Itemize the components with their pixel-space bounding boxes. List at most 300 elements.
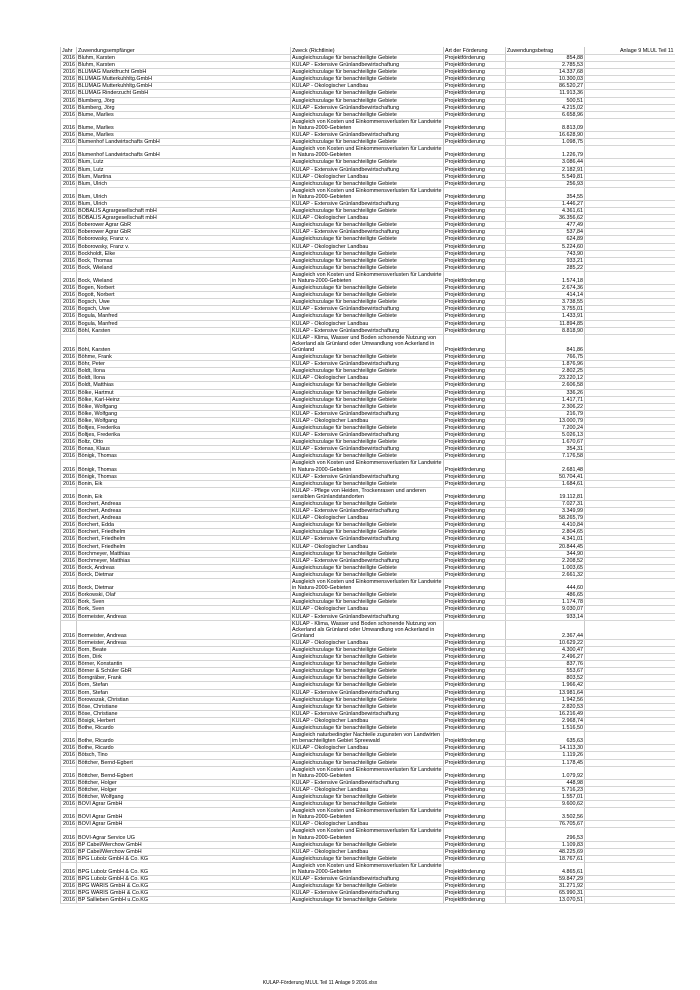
cell-recipient: BP Cabel/Werchow GmbH bbox=[77, 848, 291, 855]
cell-year: 2016 bbox=[61, 69, 77, 76]
cell-amount: 1.178,45 bbox=[506, 759, 585, 766]
cell-amount: 4.341,01 bbox=[506, 536, 585, 543]
cell-type: Projektförderung bbox=[444, 876, 506, 883]
table-body bbox=[61, 55, 675, 904]
cell-amount: 296,53 bbox=[506, 828, 585, 841]
cell-recipient: Bölke, Wolfgang bbox=[77, 410, 291, 417]
cell-recipient: Bonin, Eik bbox=[77, 480, 291, 487]
cell-empty bbox=[585, 862, 675, 875]
cell-recipient: Borck, Dietmar bbox=[77, 579, 291, 592]
cell-year: 2016 bbox=[61, 501, 77, 508]
cell-amount: 336,26 bbox=[506, 389, 585, 396]
cell-type: Projektförderung bbox=[444, 292, 506, 299]
cell-empty bbox=[585, 389, 675, 396]
cell-amount: 3.086,44 bbox=[506, 159, 585, 166]
cell-year: 2016 bbox=[61, 76, 77, 83]
cell-type: Projektförderung bbox=[444, 76, 506, 83]
cell-purpose: KULAP - Extensive Grünlandbewirtschaftung bbox=[291, 361, 444, 368]
cell-empty bbox=[585, 717, 675, 724]
cell-amount: 766,75 bbox=[506, 354, 585, 361]
cell-amount: 7.176,58 bbox=[506, 453, 585, 460]
cell-year: 2016 bbox=[61, 320, 77, 327]
cell-amount: 13.981,64 bbox=[506, 689, 585, 696]
header-annex: Anlage 9 MLUL Teil 11 bbox=[585, 47, 675, 55]
cell-year: 2016 bbox=[61, 389, 77, 396]
table-row bbox=[61, 187, 675, 200]
cell-empty bbox=[585, 897, 675, 904]
cell-amount: 4.361,61 bbox=[506, 208, 585, 215]
cell-year: 2016 bbox=[61, 159, 77, 166]
cell-amount: 3.502,56 bbox=[506, 808, 585, 821]
table-row bbox=[61, 354, 675, 361]
cell-recipient: Borngräber, Frank bbox=[77, 675, 291, 682]
cell-recipient: BP Cabel/Werchow GmbH bbox=[77, 841, 291, 848]
cell-year: 2016 bbox=[61, 460, 77, 473]
cell-empty bbox=[585, 841, 675, 848]
cell-purpose: Ausgleichszulage für benachteiligte Gebiete bbox=[291, 592, 444, 599]
table-row bbox=[61, 313, 675, 320]
cell-recipient: Bock, Wieland bbox=[77, 264, 291, 271]
cell-empty bbox=[585, 661, 675, 668]
cell-recipient: Boberower Agrar GbR bbox=[77, 222, 291, 229]
cell-type: Projektförderung bbox=[444, 361, 506, 368]
cell-empty bbox=[585, 208, 675, 215]
cell-type: Projektförderung bbox=[444, 543, 506, 550]
cell-purpose: KULAP - Ökologischer Landbau bbox=[291, 515, 444, 522]
cell-recipient: Böttcher, Holger bbox=[77, 779, 291, 786]
cell-empty bbox=[585, 793, 675, 800]
cell-type: Projektförderung bbox=[444, 55, 506, 62]
cell-purpose: Ausgleichszulage für benachteiligte Gebiete bbox=[291, 55, 444, 62]
cell-year: 2016 bbox=[61, 313, 77, 320]
cell-recipient: Bluhm, Karsten bbox=[77, 55, 291, 62]
cell-amount: 553,67 bbox=[506, 668, 585, 675]
cell-amount: 2.804,65 bbox=[506, 529, 585, 536]
cell-year: 2016 bbox=[61, 529, 77, 536]
cell-purpose: Ausgleichszulage für benachteiligte Gebiete bbox=[291, 703, 444, 710]
table-row bbox=[61, 682, 675, 689]
cell-recipient: Borck, Dietmar bbox=[77, 571, 291, 578]
table-row bbox=[61, 90, 675, 97]
cell-amount: 5.549,81 bbox=[506, 173, 585, 180]
cell-empty bbox=[585, 571, 675, 578]
cell-recipient: Böttcher, Bernd-Egbert bbox=[77, 766, 291, 779]
cell-recipient: Böhr, Peter bbox=[77, 361, 291, 368]
cell-amount: 2.367,44 bbox=[506, 620, 585, 639]
cell-purpose: Ausgleichszulage für benachteiligte Gebiete bbox=[291, 682, 444, 689]
table-row bbox=[61, 759, 675, 766]
table-row bbox=[61, 432, 675, 439]
table-row bbox=[61, 841, 675, 848]
cell-type: Projektförderung bbox=[444, 271, 506, 284]
cell-year: 2016 bbox=[61, 90, 77, 97]
cell-empty bbox=[585, 200, 675, 207]
table-row bbox=[61, 710, 675, 717]
table-row bbox=[61, 83, 675, 90]
table-row bbox=[61, 808, 675, 821]
cell-year: 2016 bbox=[61, 579, 77, 592]
cell-amount: 6.658,96 bbox=[506, 111, 585, 118]
cell-recipient: Böhl, Karsten bbox=[77, 327, 291, 334]
cell-purpose: Ausgleichszulage für benachteiligte Gebiete bbox=[291, 76, 444, 83]
cell-year: 2016 bbox=[61, 271, 77, 284]
cell-recipient: Böse, Christiane bbox=[77, 703, 291, 710]
cell-type: Projektförderung bbox=[444, 83, 506, 90]
cell-recipient: BPG Lubolz GmbH & Co. KG bbox=[77, 855, 291, 862]
cell-year: 2016 bbox=[61, 620, 77, 639]
cell-empty bbox=[585, 606, 675, 613]
table-row bbox=[61, 599, 675, 606]
table-row bbox=[61, 515, 675, 522]
table-row bbox=[61, 166, 675, 173]
cell-empty bbox=[585, 848, 675, 855]
header-purpose: Zweck (Richtlinie) bbox=[291, 47, 444, 55]
table-row bbox=[61, 208, 675, 215]
cell-year: 2016 bbox=[61, 229, 77, 236]
cell-empty bbox=[585, 146, 675, 159]
cell-type: Projektförderung bbox=[444, 250, 506, 257]
table-row bbox=[61, 639, 675, 646]
cell-year: 2016 bbox=[61, 139, 77, 146]
table-row bbox=[61, 396, 675, 403]
cell-recipient: Bogen, Norbert bbox=[77, 285, 291, 292]
cell-empty bbox=[585, 180, 675, 187]
table-row bbox=[61, 668, 675, 675]
cell-year: 2016 bbox=[61, 83, 77, 90]
cell-empty bbox=[585, 55, 675, 62]
cell-type: Projektförderung bbox=[444, 453, 506, 460]
cell-type: Projektförderung bbox=[444, 446, 506, 453]
cell-purpose: KULAP - Extensive Grünlandbewirtschaftung bbox=[291, 508, 444, 515]
table-row bbox=[61, 786, 675, 793]
cell-year: 2016 bbox=[61, 571, 77, 578]
cell-purpose: KULAP - Ökologischer Landbau bbox=[291, 320, 444, 327]
table-row bbox=[61, 890, 675, 897]
cell-purpose: Ausgleich von Kosten und Einkommensverlusten für Landwirte in Natura-2000-Gebieten bbox=[292, 766, 442, 779]
cell-year: 2016 bbox=[61, 453, 77, 460]
table-row bbox=[61, 146, 675, 159]
cell-year: 2016 bbox=[61, 334, 77, 353]
cell-amount: 10.300,03 bbox=[506, 76, 585, 83]
cell-empty bbox=[585, 215, 675, 222]
cell-year: 2016 bbox=[61, 557, 77, 564]
cell-purpose: Ausgleichszulage für benachteiligte Gebiete bbox=[291, 396, 444, 403]
cell-recipient: Bogsch, Uwe bbox=[77, 299, 291, 306]
cell-type: Projektförderung bbox=[444, 522, 506, 529]
table-row bbox=[61, 508, 675, 515]
cell-year: 2016 bbox=[61, 173, 77, 180]
cell-purpose: Ausgleichszulage für benachteiligte Gebiete bbox=[291, 883, 444, 890]
cell-recipient: Blum, Lutz bbox=[77, 159, 291, 166]
cell-type: Projektförderung bbox=[444, 613, 506, 620]
cell-purpose: Ausgleich von Kosten und Einkommensverlusten für Landwirte in Natura-2000-Gebieten bbox=[292, 460, 442, 473]
cell-purpose: KULAP - Ökologischer Landbau bbox=[291, 83, 444, 90]
cell-empty bbox=[585, 613, 675, 620]
cell-year: 2016 bbox=[61, 883, 77, 890]
table-row bbox=[61, 501, 675, 508]
cell-empty bbox=[585, 675, 675, 682]
cell-purpose: Ausgleichszulage für benachteiligte Gebiete bbox=[291, 453, 444, 460]
cell-type: Projektförderung bbox=[444, 529, 506, 536]
cell-empty bbox=[585, 327, 675, 334]
cell-purpose: KULAP - Pflege von Heiden, Trockenrasen und anderen sensiblen Grünlandstandorten bbox=[291, 487, 444, 500]
cell-purpose: Ausgleichszulage für benachteiligte Gebiete bbox=[291, 250, 444, 257]
cell-year: 2016 bbox=[61, 480, 77, 487]
cell-purpose: KULAP - Ökologischer Landbau bbox=[291, 639, 444, 646]
cell-type: Projektförderung bbox=[444, 682, 506, 689]
table-row bbox=[61, 327, 675, 334]
cell-empty bbox=[585, 97, 675, 104]
cell-purpose: KULAP - Extensive Grünlandbewirtschaftung bbox=[291, 890, 444, 897]
cell-purpose: KULAP - Extensive Grünlandbewirtschaftung bbox=[291, 613, 444, 620]
cell-empty bbox=[585, 69, 675, 76]
cell-empty bbox=[585, 313, 675, 320]
cell-purpose: Ausgleichszulage für benachteiligte Gebiete bbox=[291, 299, 444, 306]
cell-amount: 1.433,91 bbox=[506, 313, 585, 320]
cell-amount: 2.802,25 bbox=[506, 368, 585, 375]
cell-amount: 4.410,84 bbox=[506, 522, 585, 529]
cell-empty bbox=[585, 501, 675, 508]
cell-year: 2016 bbox=[61, 890, 77, 897]
cell-year: 2016 bbox=[61, 118, 77, 131]
cell-purpose: Ausgleichszulage für benachteiligte Gebiete bbox=[291, 382, 444, 389]
cell-amount: 11.913,36 bbox=[506, 90, 585, 97]
cell-recipient: Bötsch, Tino bbox=[77, 752, 291, 759]
cell-purpose: KULAP - Extensive Grünlandbewirtschaftung bbox=[291, 229, 444, 236]
cell-type: Projektförderung bbox=[444, 480, 506, 487]
cell-year: 2016 bbox=[61, 264, 77, 271]
table-row bbox=[61, 257, 675, 264]
cell-purpose: KULAP - Extensive Grünlandbewirtschaftung bbox=[291, 104, 444, 111]
table-row bbox=[61, 876, 675, 883]
cell-type: Projektförderung bbox=[444, 432, 506, 439]
table-row bbox=[61, 821, 675, 828]
cell-amount: 1.684,61 bbox=[506, 480, 585, 487]
cell-type: Projektförderung bbox=[444, 200, 506, 207]
cell-amount: 14.113,30 bbox=[506, 745, 585, 752]
table-row bbox=[61, 689, 675, 696]
cell-empty bbox=[585, 855, 675, 862]
cell-type: Projektförderung bbox=[444, 661, 506, 668]
cell-empty bbox=[585, 883, 675, 890]
cell-amount: 20.844,45 bbox=[506, 543, 585, 550]
cell-amount: 59.847,29 bbox=[506, 876, 585, 883]
table-row bbox=[61, 375, 675, 382]
cell-recipient: BPG Lubolz GmbH & Co. KG bbox=[77, 862, 291, 875]
cell-recipient: BPG WARIS GmbH & Co.KG bbox=[77, 890, 291, 897]
cell-year: 2016 bbox=[61, 613, 77, 620]
cell-amount: 2.820,53 bbox=[506, 703, 585, 710]
cell-year: 2016 bbox=[61, 354, 77, 361]
cell-recipient: Born, Stefan bbox=[77, 682, 291, 689]
cell-recipient: Borchert, Andreas bbox=[77, 515, 291, 522]
cell-year: 2016 bbox=[61, 689, 77, 696]
cell-amount: 58.265,79 bbox=[506, 515, 585, 522]
cell-type: Projektförderung bbox=[444, 855, 506, 862]
cell-type: Projektförderung bbox=[444, 732, 506, 745]
cell-empty bbox=[585, 508, 675, 515]
table-row bbox=[61, 732, 675, 745]
table-row bbox=[61, 536, 675, 543]
cell-empty bbox=[585, 821, 675, 828]
cell-year: 2016 bbox=[61, 132, 77, 139]
cell-empty bbox=[585, 292, 675, 299]
cell-recipient: Boborowsky, Franz v. bbox=[77, 243, 291, 250]
cell-type: Projektförderung bbox=[444, 689, 506, 696]
cell-amount: 1.942,56 bbox=[506, 696, 585, 703]
cell-empty bbox=[585, 306, 675, 313]
cell-amount: 14.337,68 bbox=[506, 69, 585, 76]
table-row bbox=[61, 403, 675, 410]
table-row bbox=[61, 159, 675, 166]
table-row bbox=[61, 529, 675, 536]
table-row bbox=[61, 848, 675, 855]
cell-type: Projektförderung bbox=[444, 382, 506, 389]
cell-year: 2016 bbox=[61, 732, 77, 745]
cell-recipient: Bormeister, Andreas bbox=[77, 620, 291, 639]
table-row bbox=[61, 745, 675, 752]
header-amount: Zuwendungsbetrag bbox=[506, 47, 585, 55]
cell-year: 2016 bbox=[61, 361, 77, 368]
cell-empty bbox=[585, 696, 675, 703]
cell-year: 2016 bbox=[61, 841, 77, 848]
cell-year: 2016 bbox=[61, 146, 77, 159]
table-row bbox=[61, 292, 675, 299]
cell-empty bbox=[585, 689, 675, 696]
cell-amount: 1.574,18 bbox=[506, 271, 585, 284]
cell-empty bbox=[585, 285, 675, 292]
cell-type: Projektförderung bbox=[444, 90, 506, 97]
table-row bbox=[61, 725, 675, 732]
table-row bbox=[61, 299, 675, 306]
cell-recipient: Böse, Christiane bbox=[77, 710, 291, 717]
cell-recipient: Bösigk, Herbert bbox=[77, 717, 291, 724]
header-recipient: Zuwendungsempfänger bbox=[77, 47, 291, 55]
cell-type: Projektförderung bbox=[444, 766, 506, 779]
cell-amount: 354,55 bbox=[506, 187, 585, 200]
cell-year: 2016 bbox=[61, 786, 77, 793]
cell-amount: 13.000,79 bbox=[506, 417, 585, 424]
cell-type: Projektförderung bbox=[444, 320, 506, 327]
cell-purpose: Ausgleichszulage für benachteiligte Gebiete bbox=[291, 571, 444, 578]
cell-amount: 2.606,58 bbox=[506, 382, 585, 389]
cell-recipient: Borchert, Andreas bbox=[77, 508, 291, 515]
table-row bbox=[61, 654, 675, 661]
cell-recipient: Börner, Konstantin bbox=[77, 661, 291, 668]
cell-year: 2016 bbox=[61, 375, 77, 382]
cell-type: Projektförderung bbox=[444, 62, 506, 69]
cell-recipient: Borck, Andreas bbox=[77, 564, 291, 571]
cell-year: 2016 bbox=[61, 111, 77, 118]
cell-amount: 933,21 bbox=[506, 257, 585, 264]
cell-type: Projektförderung bbox=[444, 883, 506, 890]
cell-purpose: Ausgleichszulage für benachteiligte Gebiete bbox=[291, 668, 444, 675]
cell-year: 2016 bbox=[61, 292, 77, 299]
cell-empty bbox=[585, 703, 675, 710]
cell-recipient: Borchert, Friedhelm bbox=[77, 543, 291, 550]
cell-year: 2016 bbox=[61, 243, 77, 250]
cell-recipient: Bölke, Karl-Heinz bbox=[77, 396, 291, 403]
cell-type: Projektförderung bbox=[444, 717, 506, 724]
cell-amount: 36.356,62 bbox=[506, 215, 585, 222]
cell-empty bbox=[585, 550, 675, 557]
table-row bbox=[61, 382, 675, 389]
cell-purpose: Ausgleichszulage für benachteiligte Gebiete bbox=[291, 752, 444, 759]
cell-purpose: Ausgleichszulage für benachteiligte Gebiete bbox=[291, 647, 444, 654]
cell-recipient: Bönigk, Thomas bbox=[77, 473, 291, 480]
cell-empty bbox=[585, 446, 675, 453]
table-row bbox=[61, 675, 675, 682]
cell-type: Projektförderung bbox=[444, 828, 506, 841]
cell-purpose: Ausgleichszulage für benachteiligte Gebiete bbox=[291, 696, 444, 703]
cell-amount: 10.629,22 bbox=[506, 639, 585, 646]
cell-empty bbox=[585, 890, 675, 897]
cell-recipient: Blum, Ulrich bbox=[77, 180, 291, 187]
cell-purpose: KULAP - Ökologischer Landbau bbox=[291, 173, 444, 180]
cell-empty bbox=[585, 439, 675, 446]
cell-year: 2016 bbox=[61, 215, 77, 222]
cell-purpose: Ausgleichszulage für benachteiligte Gebiete bbox=[291, 354, 444, 361]
cell-amount: 3.738,55 bbox=[506, 299, 585, 306]
cell-purpose: Ausgleichszulage für benachteiligte Gebiete bbox=[291, 389, 444, 396]
cell-year: 2016 bbox=[61, 876, 77, 883]
cell-amount: 8.813,09 bbox=[506, 118, 585, 131]
cell-type: Projektförderung bbox=[444, 808, 506, 821]
cell-purpose: KULAP - Ökologischer Landbau bbox=[291, 606, 444, 613]
cell-recipient: Böttcher, Bernd-Egbert bbox=[77, 759, 291, 766]
cell-purpose: KULAP - Ökologischer Landbau bbox=[291, 543, 444, 550]
cell-recipient: Bock, Thomas bbox=[77, 257, 291, 264]
cell-purpose: KULAP - Extensive Grünlandbewirtschaftung bbox=[291, 432, 444, 439]
table-row bbox=[61, 897, 675, 904]
cell-recipient: BLUMAG Rinderzucht GmbH bbox=[77, 90, 291, 97]
cell-recipient: Böhme, Frank bbox=[77, 354, 291, 361]
cell-amount: 477,49 bbox=[506, 222, 585, 229]
cell-year: 2016 bbox=[61, 536, 77, 543]
cell-year: 2016 bbox=[61, 752, 77, 759]
cell-amount: 76.705,67 bbox=[506, 821, 585, 828]
cell-type: Projektförderung bbox=[444, 187, 506, 200]
cell-empty bbox=[585, 396, 675, 403]
cell-empty bbox=[585, 529, 675, 536]
cell-type: Projektförderung bbox=[444, 821, 506, 828]
cell-amount: 1.119,26 bbox=[506, 752, 585, 759]
cell-amount: 448,98 bbox=[506, 779, 585, 786]
table-row bbox=[61, 862, 675, 875]
cell-year: 2016 bbox=[61, 104, 77, 111]
table-row bbox=[61, 222, 675, 229]
cell-amount: 1.174,78 bbox=[506, 599, 585, 606]
cell-type: Projektförderung bbox=[444, 793, 506, 800]
table-row bbox=[61, 752, 675, 759]
table-row bbox=[61, 306, 675, 313]
cell-amount: 5.716,23 bbox=[506, 786, 585, 793]
cell-type: Projektförderung bbox=[444, 786, 506, 793]
cell-recipient: BOVI Agrar GmbH bbox=[77, 808, 291, 821]
cell-recipient: Borchmeyer, Matthias bbox=[77, 557, 291, 564]
cell-amount: 1.876,96 bbox=[506, 361, 585, 368]
cell-amount: 1.966,42 bbox=[506, 682, 585, 689]
cell-purpose: KULAP - Extensive Grünlandbewirtschaftung bbox=[291, 876, 444, 883]
cell-recipient: Borchert, Friedhelm bbox=[77, 536, 291, 543]
cell-recipient: BPG Lubolz GmbH & Co. KG bbox=[77, 876, 291, 883]
cell-empty bbox=[585, 354, 675, 361]
cell-year: 2016 bbox=[61, 515, 77, 522]
cell-amount: 4.865,61 bbox=[506, 862, 585, 875]
table-row bbox=[61, 215, 675, 222]
cell-type: Projektförderung bbox=[444, 606, 506, 613]
cell-year: 2016 bbox=[61, 675, 77, 682]
